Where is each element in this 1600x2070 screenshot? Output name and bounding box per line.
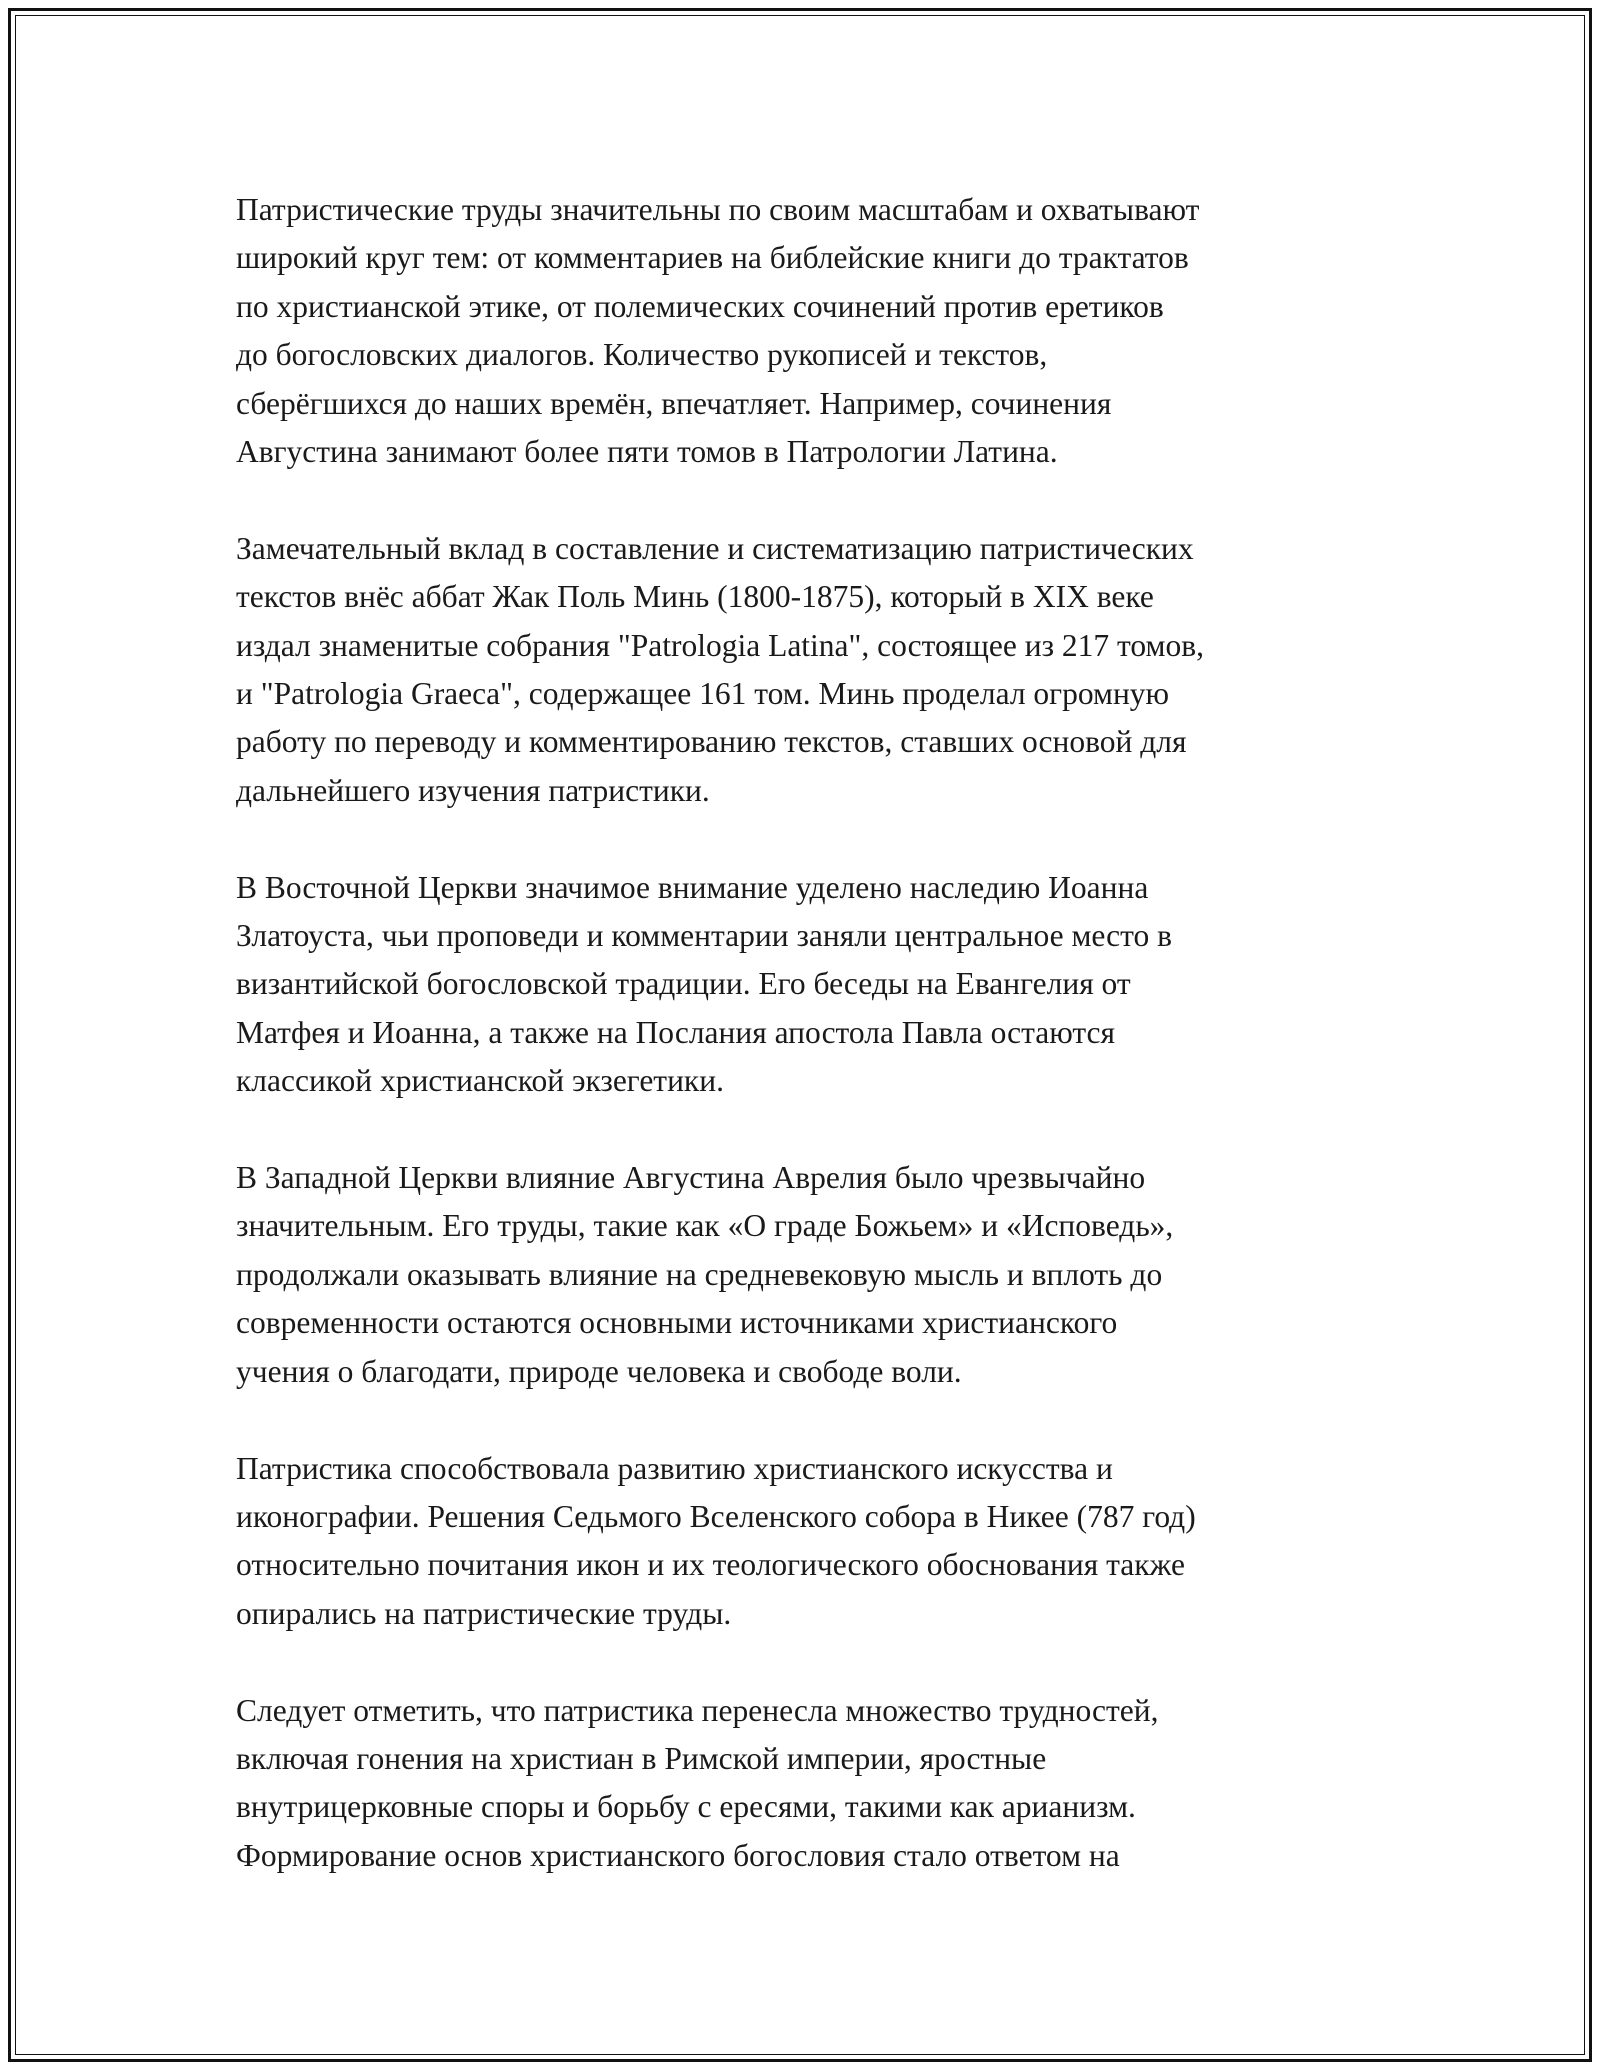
text-line: до богословских диалогов. Количество рукописей и текстов, bbox=[236, 337, 1048, 373]
text-line: издал знаменитые собрания "Patrologia Latina", состоящее из 217 томов, bbox=[236, 627, 1204, 663]
paragraph-5 bbox=[236, 1445, 1376, 1639]
paragraph-4 bbox=[236, 1154, 1376, 1396]
paragraph-3 bbox=[236, 864, 1376, 1106]
text-line: значительным. Его труды, такие как «О граде Божьем» и «Исповедь», bbox=[236, 1208, 1174, 1244]
text-line: Матфея и Иоанна, а также на Послания апостола Павла остаются bbox=[236, 1014, 1115, 1050]
text-line: по христианской этике, от полемических сочинений против еретиков bbox=[236, 288, 1164, 324]
text-line: Следует отметить, что патристика перенесла множество трудностей, bbox=[236, 1692, 1159, 1728]
text-line: учения о благодати, природе человека и свободе воли. bbox=[236, 1353, 962, 1389]
text-line: относительно почитания икон и их теологического обоснования также bbox=[236, 1547, 1185, 1583]
text-line: Патристические труды значительны по своим масштабам и охватывают bbox=[236, 192, 1200, 227]
text-line: дальнейшего изучения патристики. bbox=[236, 772, 710, 808]
text-line: Патристика способствовала развитию христианского искусства и bbox=[236, 1450, 1113, 1486]
text-line: классикой христианской экзегетики. bbox=[236, 1063, 724, 1099]
text-line: иконографии. Решения Седьмого Вселенского собора в Никее (787 год) bbox=[236, 1498, 1196, 1534]
text-line: и "Patrologia Graeca", содержащее 161 том. Минь проделал огромную bbox=[236, 676, 1170, 712]
text-line: Златоуста, чьи проповеди и комментарии заняли центральное место в bbox=[236, 918, 1172, 954]
text-line: В Восточной Церкви значимое внимание уделено наследию Иоанна bbox=[236, 869, 1149, 905]
text-line: опирались на патристические труды. bbox=[236, 1595, 732, 1631]
text-line: продолжали оказывать влияние на средневековую мысль и вплоть до bbox=[236, 1256, 1163, 1292]
text-line: Августина занимают более пяти томов в Патрологии Латина. bbox=[236, 434, 1058, 470]
text-line: включая гонения на христиан в Римской империи, яростные bbox=[236, 1740, 1047, 1776]
paragraph-1 bbox=[236, 186, 1376, 476]
text-line: византийской богословской традиции. Его беседы на Евангелия от bbox=[236, 966, 1131, 1002]
text-line: внутрицерковные споры и борьбу с ересями, такими как арианизм. bbox=[236, 1789, 1136, 1825]
document-body bbox=[236, 186, 1376, 1929]
text-line: современности остаются основными источниками христианского bbox=[236, 1305, 1118, 1341]
text-line: В Западной Церкви влияние Августина Аврелия было чрезвычайно bbox=[236, 1160, 1146, 1196]
text-line: работу по переводу и комментированию текстов, ставших основой для bbox=[236, 724, 1187, 760]
text-line: Формирование основ христианского богословия стало ответом на bbox=[236, 1837, 1120, 1873]
text-line: сберёгшихся до наших времён, впечатляет. Например, сочинения bbox=[236, 385, 1112, 421]
paragraph-6 bbox=[236, 1687, 1376, 1881]
text-line: Замечательный вклад в составление и систематизацию патристических bbox=[236, 530, 1194, 566]
text-line: широкий круг тем: от комментариев на библейские книги до трактатов bbox=[236, 240, 1189, 276]
paragraph-2 bbox=[236, 525, 1376, 815]
text-line: текстов внёс аббат Жак Поль Минь (1800-1875), который в XIX веке bbox=[236, 579, 1154, 615]
